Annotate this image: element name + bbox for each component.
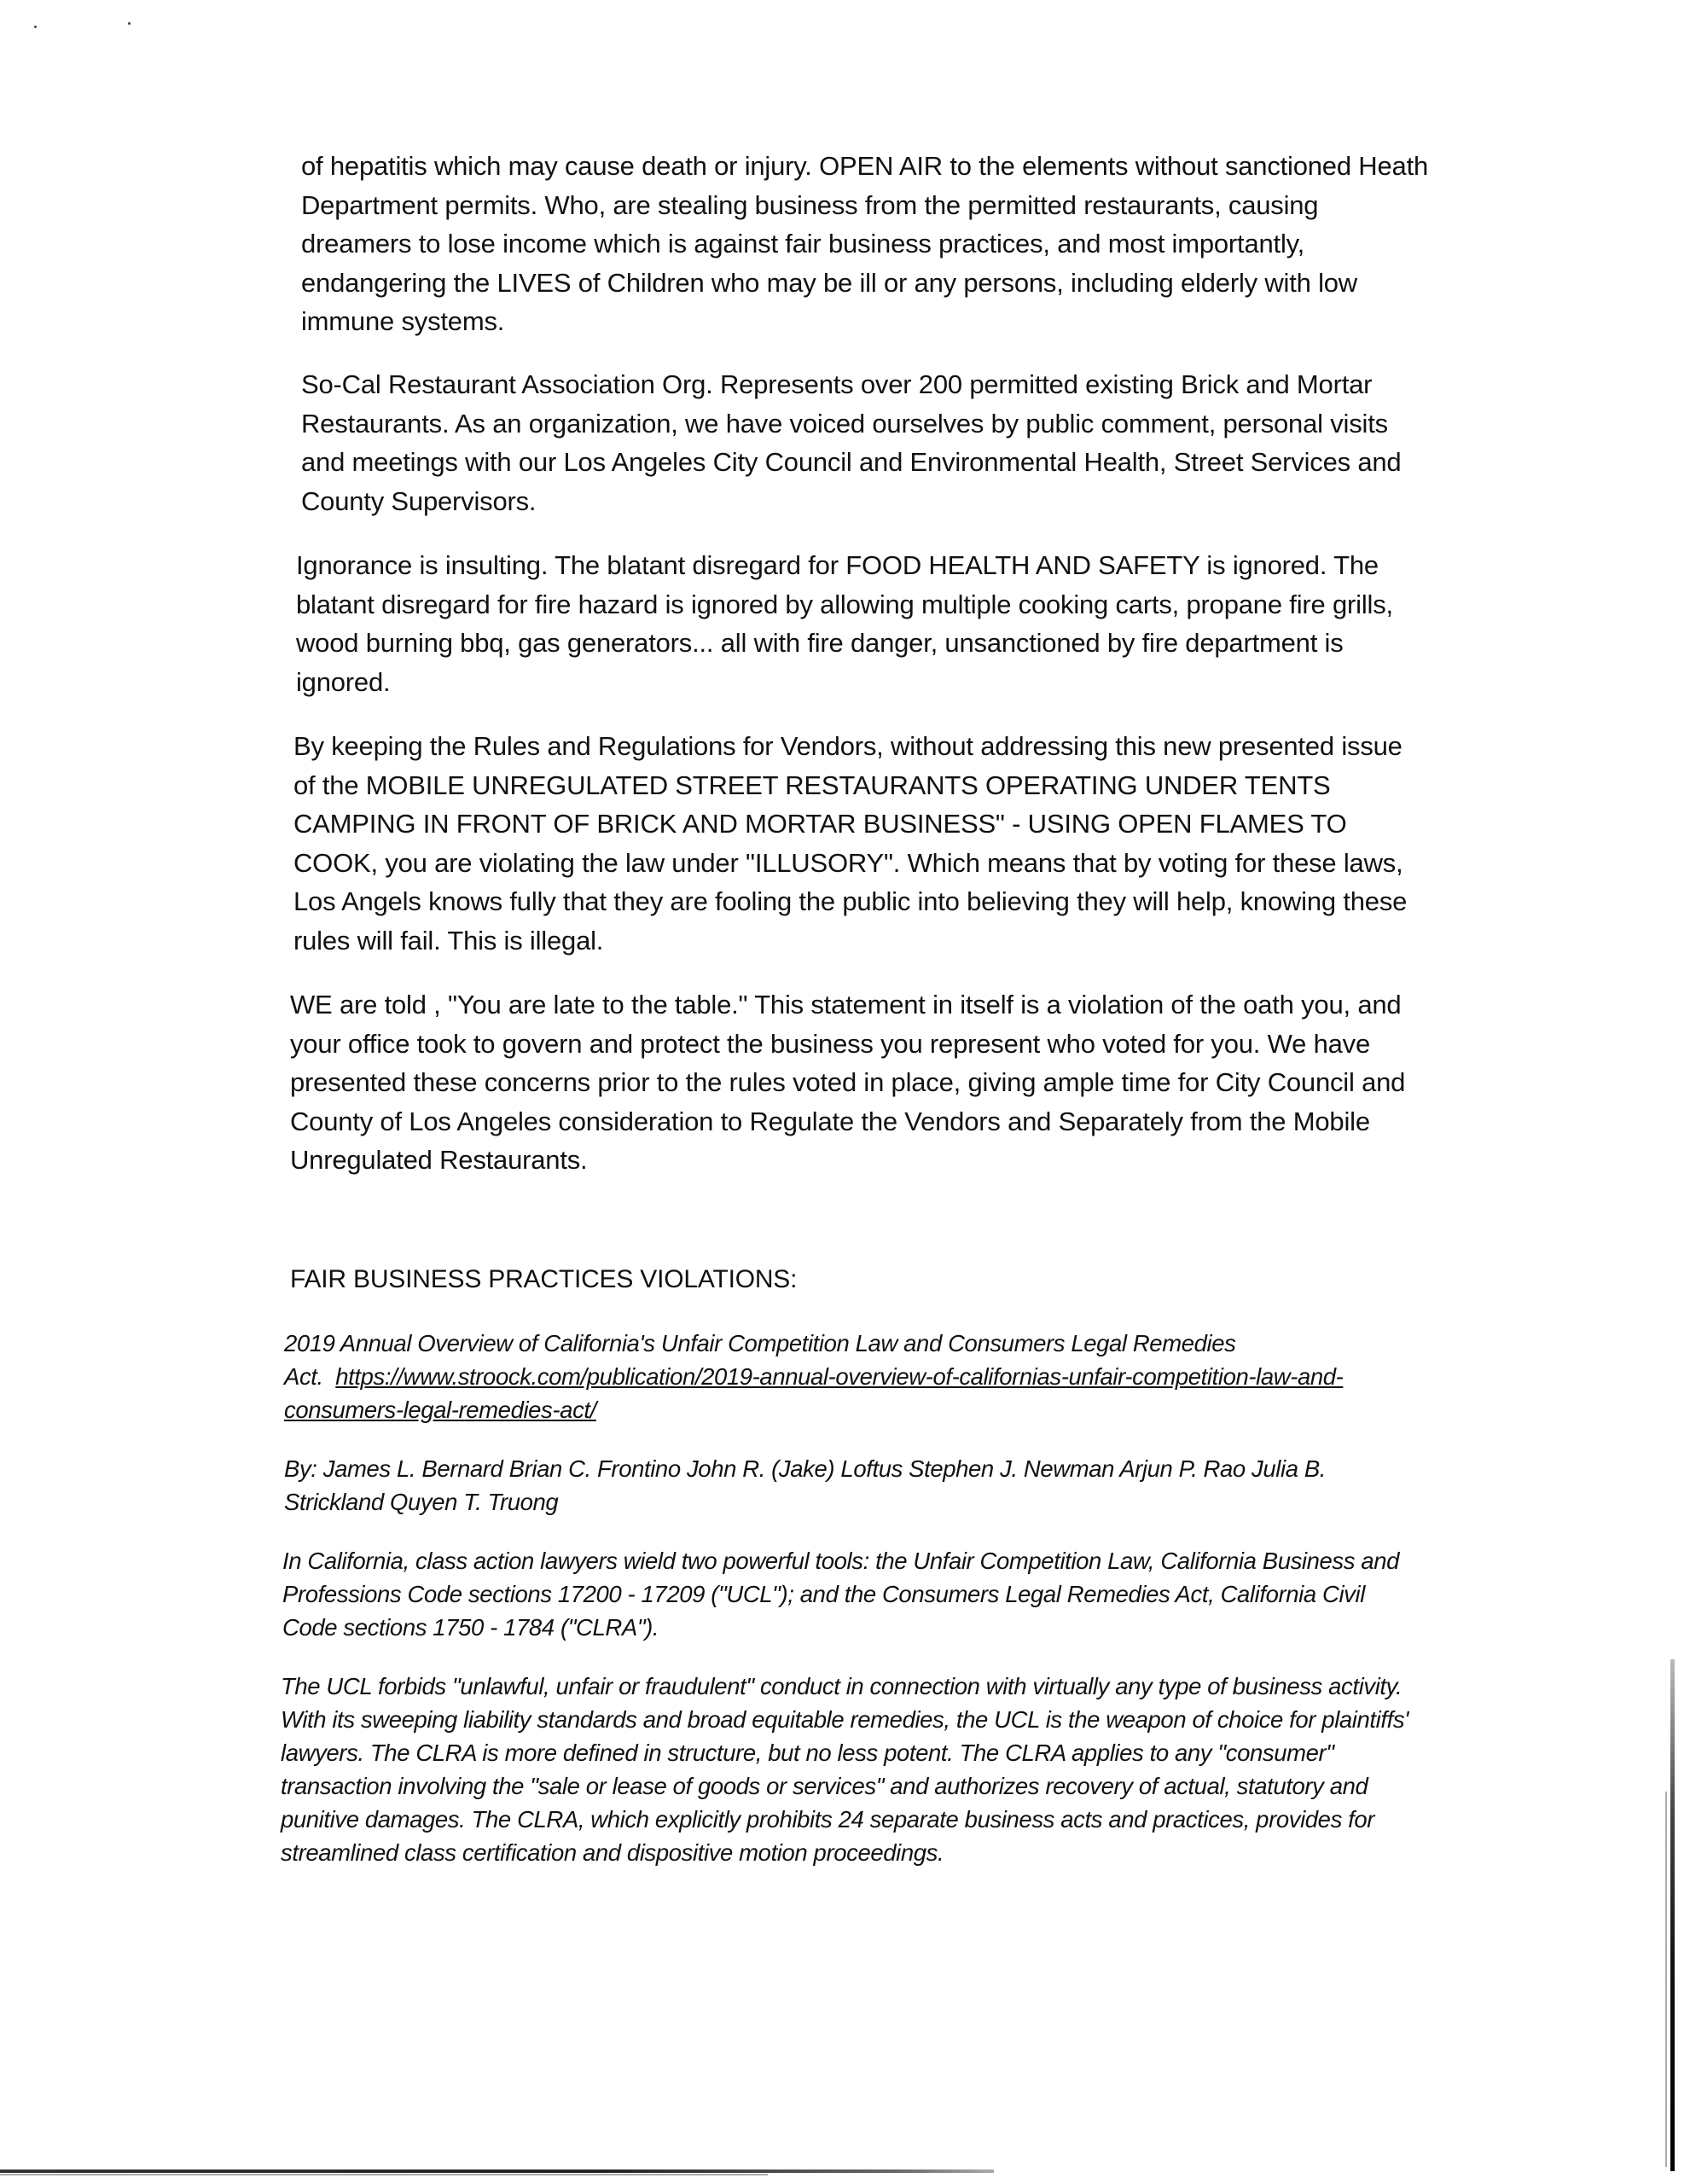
body-paragraph-3: Ignorance is insulting. The blatant disregard for FOOD HEALTH AND SAFETY is ignored. The blatant disregard for fire hazard is ignored by allowing multiple cooking carts, propane fire grills, wood burning bbq, gas generators... all with fire danger, unsanctioned by fire department is ignored. xyxy=(296,550,1393,697)
section-heading: FAIR BUSINESS PRACTICES VIOLATIONS: xyxy=(290,1265,798,1293)
citation xyxy=(284,1327,1427,1426)
scan-artifact-marks xyxy=(0,0,145,38)
scan-dot xyxy=(34,26,37,28)
quote-paragraph-2: The UCL forbids "unlawful, unfair or fraudulent" conduct in connection with virtually any type of business activity. With its sweeping liability standards and broad equitable remedies, the UCL is the weapon of choice for plaintiffs' lawyers. The CLRA is more defined in structure, but no less potent. The CLRA applies to any "consumer" transaction involving the "sale or lease of goods or services" and authorizes recovery of actual, statutory and punitive damages. The CLRA, which explicitly prohibits 24 separate business acts and practices, provides for streamlined class certification and dispositive motion proceedings. xyxy=(281,1673,1409,1866)
authors-line: By: James L. Bernard Brian C. Frontino John R. (Jake) Loftus Stephen J. Newman Arjun P. Rao Julia B. Strickland Quyen T. Truong xyxy=(284,1455,1327,1515)
scan-bottom-line-faint xyxy=(0,2174,768,2175)
scan-bottom-line xyxy=(0,2169,994,2173)
body-paragraph-2: So-Cal Restaurant Association Org. Represents over 200 permitted existing Brick and Mortar Restaurants. As an organization, we have voiced ourselves by public comment, personal visits and meetings with our Los Angeles City Council and Environmental Health, Street Services and County Supervisors. xyxy=(301,369,1402,516)
citation-link[interactable]: https://www.stroock.com/publication/2019-annual-overview-of-californias-unfair-competition-law-and-consumers-legal-remedies-act/ xyxy=(284,1363,1344,1423)
scan-dot xyxy=(128,22,131,25)
scan-edge-line-faint xyxy=(1665,1792,1667,2167)
body-paragraph-4: By keeping the Rules and Regulations for Vendors, without addressing this new presented issue of the MOBILE UNREGULATED STREET RESTAURANTS OPERATING UNDER TENTS CAMPING IN FRONT OF BRICK AND MORTAR BUSINESS" - USING OPEN FLAMES TO COOK, you are violating the law under "ILLUSORY". Which means that by voting for these laws, Los Angels knows fully that they are fooling the public into believing they will help, knowing these rules will fail. This is illegal. xyxy=(293,731,1408,956)
body-paragraph-5: WE are told , "You are late to the table." This statement in itself is a violation of the oath you, and your office took to govern and protect the business you represent who voted for you. We have presented these concerns prior to the rules voted in place, giving ample time for City Council and County of Los Angeles consideration to Regulate the Vendors and Separately from the Mobile Unregulated Restaurants. xyxy=(290,990,1406,1175)
scan-edge-line xyxy=(1670,1659,1675,2171)
citation-title: 2019 Annual Overview of California's Unfair Competition Law and Consumers Legal Remedies Act. xyxy=(284,1330,1236,1390)
body-paragraph-1: of hepatitis which may cause death or injury. OPEN AIR to the elements without sanctioned Heath Department permits. Who, are stealing business from the permitted restaurants, causing dreamers to lose income which is against fair business practices, and most importantly, endangering the LIVES of Children who may be ill or any persons, including elderly with low immune systems. xyxy=(301,151,1429,336)
quote-paragraph-1: In California, class action lawyers wield two powerful tools: the Unfair Competition Law, California Business and Professions Code sections 17200 - 17209 ("UCL"); and the Consumers Legal Remedies Act, California Civil Code sections 1750 - 1784 ("CLRA"). xyxy=(282,1548,1400,1641)
